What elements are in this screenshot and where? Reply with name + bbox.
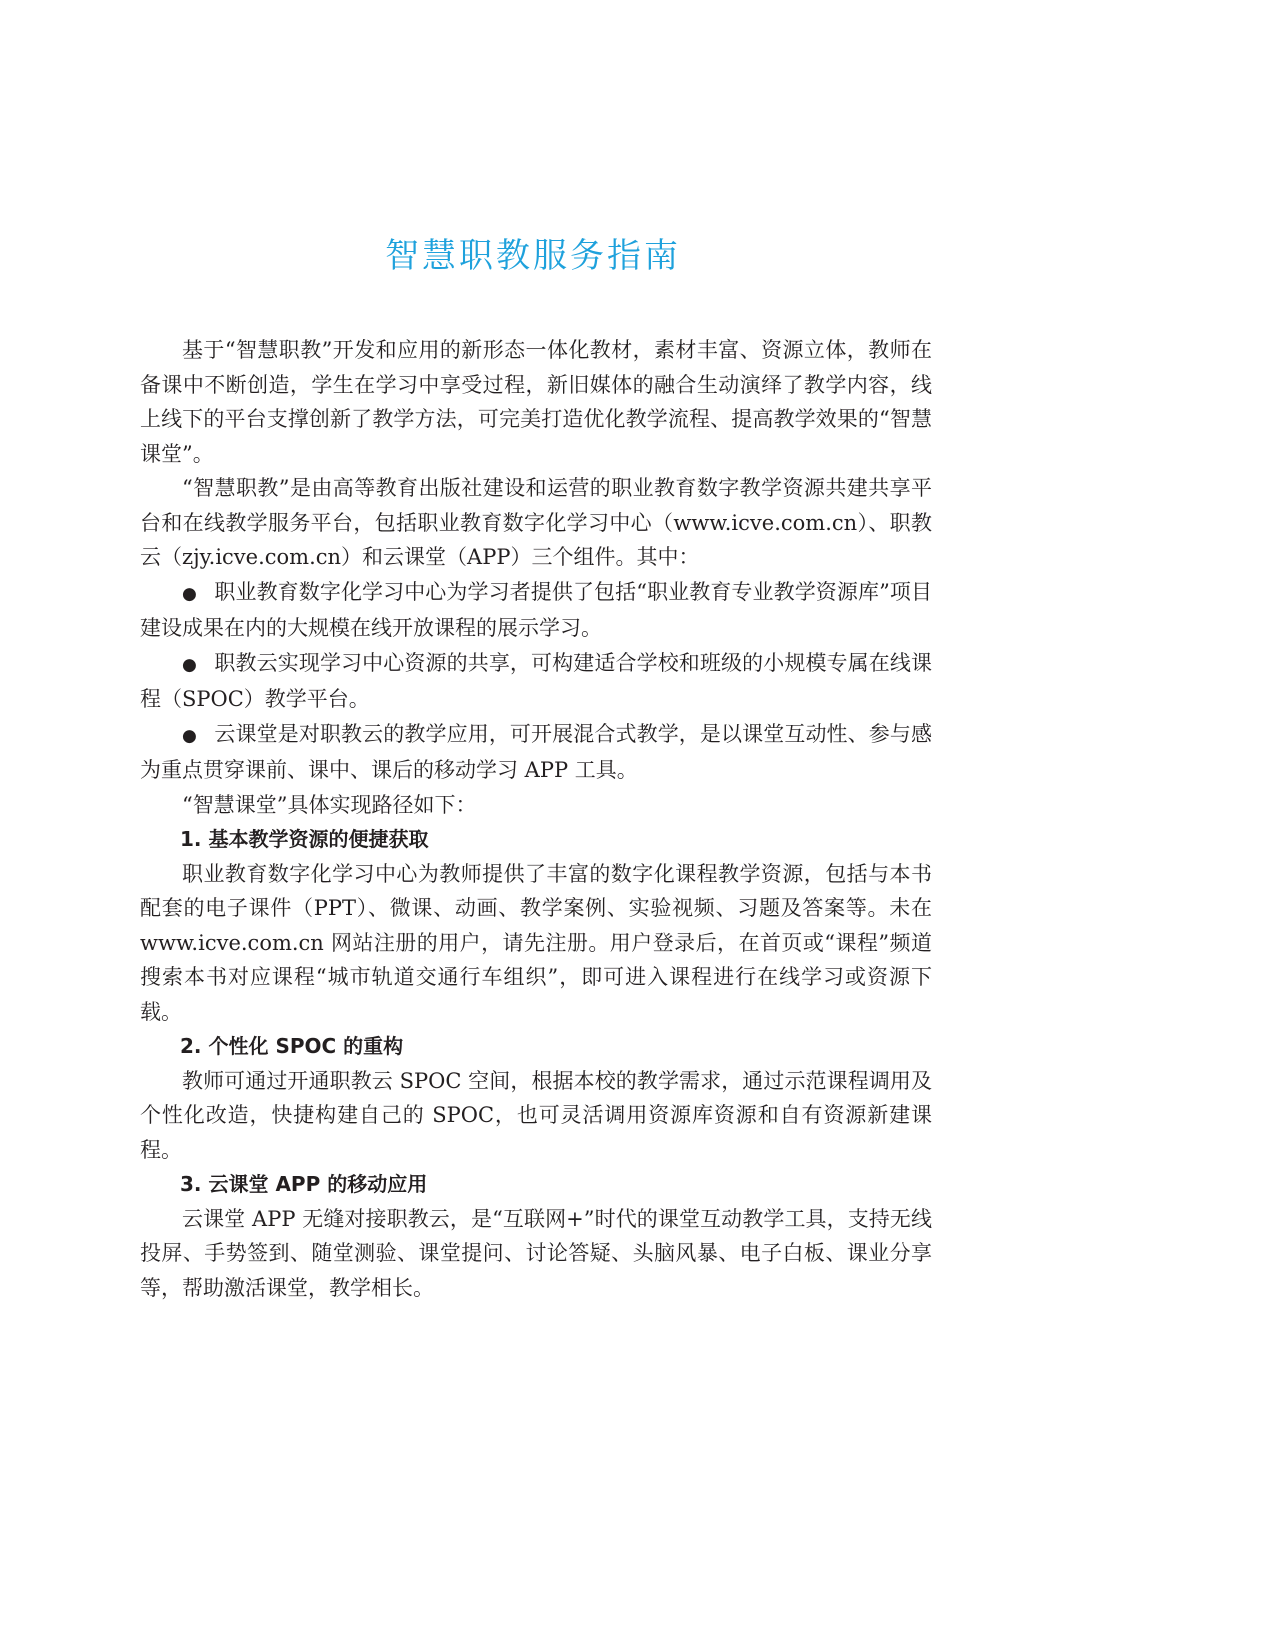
section-body-3: 云课堂 APP 无缝对接职教云，是“互联网+”时代的课堂互动教学工具，支持无线投屏、手势签到、随堂测验、课堂提问、讨论答疑、头脑风暴、电子白板、课业分享等，帮助激活课堂，教学相长。 bbox=[140, 1206, 932, 1300]
bullet-item-learning-center bbox=[140, 575, 932, 646]
bullet-text: 职教云实现学习中心资源的共享，可构建适合学校和班级的小规模专属在线课程（SPOC）教学平台。 bbox=[140, 650, 932, 711]
intro-paragraph-1: 基于“智慧职教”开发和应用的新形态一体化教材，素材丰富、资源立体，教师在备课中不断创造，学生在学习中享受过程，新旧媒体的融合生动演绎了教学内容，线上线下的平台支撑创新了教学方法，可完美打造优化教学流程、提高教学效果的“智慧课堂”。 bbox=[140, 338, 932, 466]
bullet-icon: ● bbox=[182, 583, 197, 604]
intro-paragraph-2: “智慧职教”是由高等教育出版社建设和运营的职业教育数字教学资源共建共享平台和在线教学服务平台，包括职业教育数字化学习中心（www.icve.com.cn）、职教云（zjy.icve.com.cn）和云课堂（APP）三个组件。其中： bbox=[140, 476, 932, 569]
bullet-text: 云课堂是对职教云的教学应用，可开展混合式教学，是以课堂互动性、参与感为重点贯穿课前、课中、课后的移动学习 APP 工具。 bbox=[140, 721, 932, 782]
bullet-icon: ● bbox=[182, 725, 197, 746]
bullet-item-cloud-classroom bbox=[140, 717, 932, 788]
guide-body bbox=[140, 333, 932, 1305]
path-intro: “智慧课堂”具体实现路径如下： bbox=[182, 792, 477, 817]
section-heading-2: 2. 个性化 SPOC 的重构 bbox=[180, 1034, 404, 1058]
section-body-2: 教师可通过开通职教云 SPOC 空间，根据本校的教学需求，通过示范课程调用及个性化改造，快捷构建自己的 SPOC，也可灵活调用资源库资源和自有资源新建课程。 bbox=[140, 1068, 932, 1162]
section-heading-1: 1. 基本教学资源的便捷获取 bbox=[180, 827, 429, 851]
bullet-text: 职业教育数字化学习中心为学习者提供了包括“职业教育专业教学资源库”项目建设成果在内的大规模在线开放课程的展示学习。 bbox=[140, 579, 932, 640]
section-heading-3: 3. 云课堂 APP 的移动应用 bbox=[180, 1172, 428, 1196]
bullet-item-zjy bbox=[140, 646, 932, 717]
bullet-icon: ● bbox=[182, 654, 197, 675]
section-body-1: 职业教育数字化学习中心为教师提供了丰富的数字化课程教学资源，包括与本书配套的电子课件（PPT）、微课、动画、教学案例、实验视频、习题及答案等。未在 www.icve.com.cn 网站注册的用户，请先注册。用户登录后，在首页或“课程”频道搜索本书对应课程“城市轨道交通行车组织”，即可进入课程进行在线学习或资源下载。 bbox=[140, 861, 932, 1024]
page-title: 智慧职教服务指南 bbox=[385, 236, 681, 276]
